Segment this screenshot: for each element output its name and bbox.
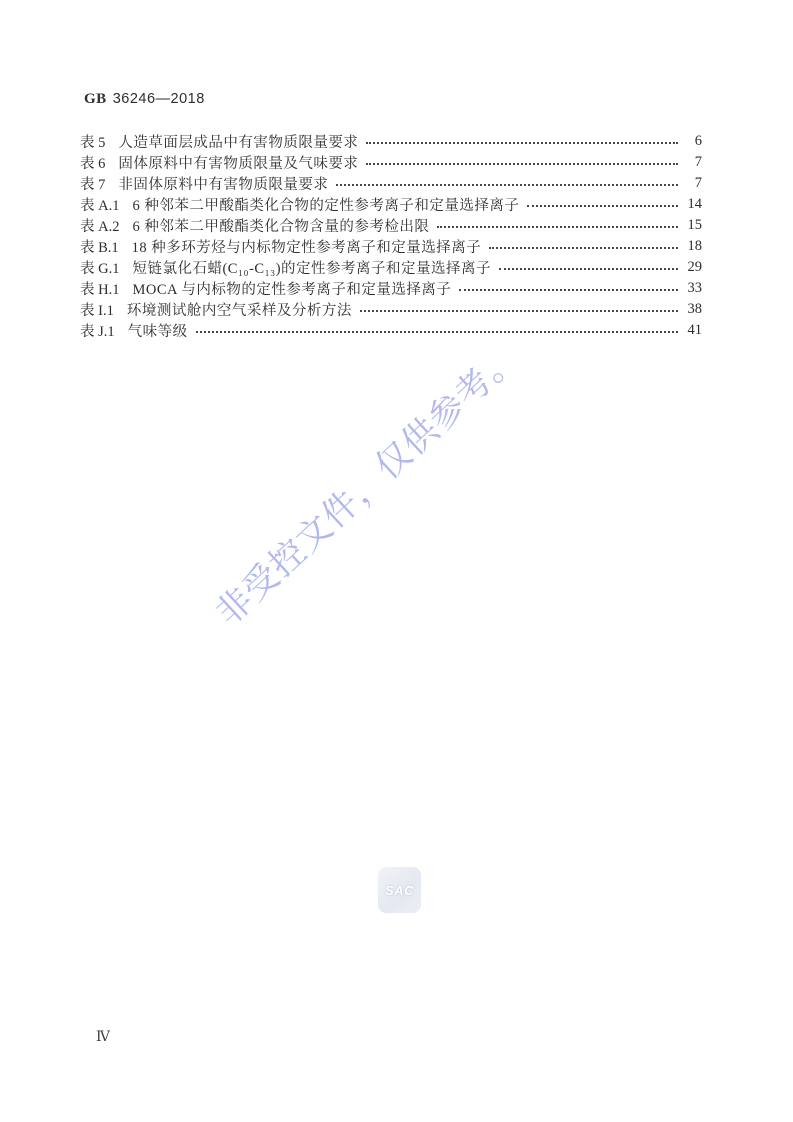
dot-leader xyxy=(489,247,678,249)
toc-entry-title: 环境测试舱内空气采样及分析方法 xyxy=(126,303,352,319)
toc-entry-label: 表 A.2 xyxy=(80,219,120,235)
page-number: Ⅳ xyxy=(96,1030,110,1045)
toc-entry-page: 6 xyxy=(694,133,702,149)
dot-leader xyxy=(459,289,678,291)
toc-entry-label: 表 I.1 xyxy=(80,303,114,319)
toc-entry-label: 表 7 xyxy=(80,177,106,193)
toc-entry-page: 33 xyxy=(687,280,702,296)
toc-entry-label: 表 G.1 xyxy=(80,261,120,277)
dot-leader xyxy=(360,310,678,312)
toc-entry xyxy=(80,320,702,341)
toc-entry-page: 15 xyxy=(687,217,702,233)
dot-leader xyxy=(336,184,678,186)
toc-entry-label: 表 B.1 xyxy=(80,240,119,256)
toc-entry xyxy=(80,257,702,278)
sac-logo xyxy=(378,867,421,913)
toc-entry xyxy=(80,152,702,173)
toc-entry xyxy=(80,299,702,320)
dot-leader xyxy=(527,205,678,207)
toc-entry-title: MOCA 与内标物的定性参考离子和定量选择离子 xyxy=(132,282,452,298)
toc-entry xyxy=(80,131,702,152)
dot-leader xyxy=(366,163,678,165)
toc-entry-label: 表 H.1 xyxy=(80,282,120,298)
document-code xyxy=(84,91,205,108)
toc-entry xyxy=(80,194,702,215)
toc-entry xyxy=(80,215,702,236)
toc-entry-label: 表 J.1 xyxy=(80,324,115,340)
dot-leader xyxy=(499,268,678,270)
toc-entry-page: 38 xyxy=(687,301,702,317)
toc-entry-page: 18 xyxy=(687,238,702,254)
toc-entry-label: 表 5 xyxy=(80,135,106,151)
sac-logo-text: SAC xyxy=(385,882,414,898)
toc-entry-title: 气味等级 xyxy=(127,324,188,340)
toc-entry-title: 人造草面层成品中有害物质限量要求 xyxy=(118,135,359,151)
toc-entry-title: 6 种邻苯二甲酸酯类化合物含量的参考检出限 xyxy=(132,219,430,235)
toc-entry-page: 7 xyxy=(694,154,702,170)
toc-entry-page: 29 xyxy=(687,259,702,275)
toc-entry-title: 18 种多环芳烃与内标物定性参考离子和定量选择离子 xyxy=(131,240,482,256)
toc-entry xyxy=(80,236,702,257)
toc-entry xyxy=(80,278,702,299)
dot-leader xyxy=(196,331,678,333)
toc-entry-label: 表 6 xyxy=(80,156,106,172)
toc-entry-title: 非固体原料中有害物质限量要求 xyxy=(118,177,329,193)
toc-entry-page: 7 xyxy=(694,175,702,191)
document-code-number: 36246—2018 xyxy=(112,91,205,107)
uncontrolled-copy-watermark: 非受控文件，仅供参考。 xyxy=(208,336,528,634)
toc-entry xyxy=(80,173,702,194)
table-of-contents-list xyxy=(80,131,702,341)
dot-leader xyxy=(437,226,678,228)
toc-entry-page: 41 xyxy=(687,322,702,338)
toc-entry-page: 14 xyxy=(687,196,702,212)
dot-leader xyxy=(366,142,678,144)
toc-entry-title: 短链氯化石蜡(C₁₀-C₁₃)的定性参考离子和定量选择离子 xyxy=(132,261,492,277)
toc-entry-title: 固体原料中有害物质限量及气味要求 xyxy=(118,156,359,172)
document-code-prefix: GB xyxy=(84,91,107,107)
toc-entry-title: 6 种邻苯二甲酸酯类化合物的定性参考离子和定量选择离子 xyxy=(132,198,520,214)
toc-entry-label: 表 A.1 xyxy=(80,198,120,214)
